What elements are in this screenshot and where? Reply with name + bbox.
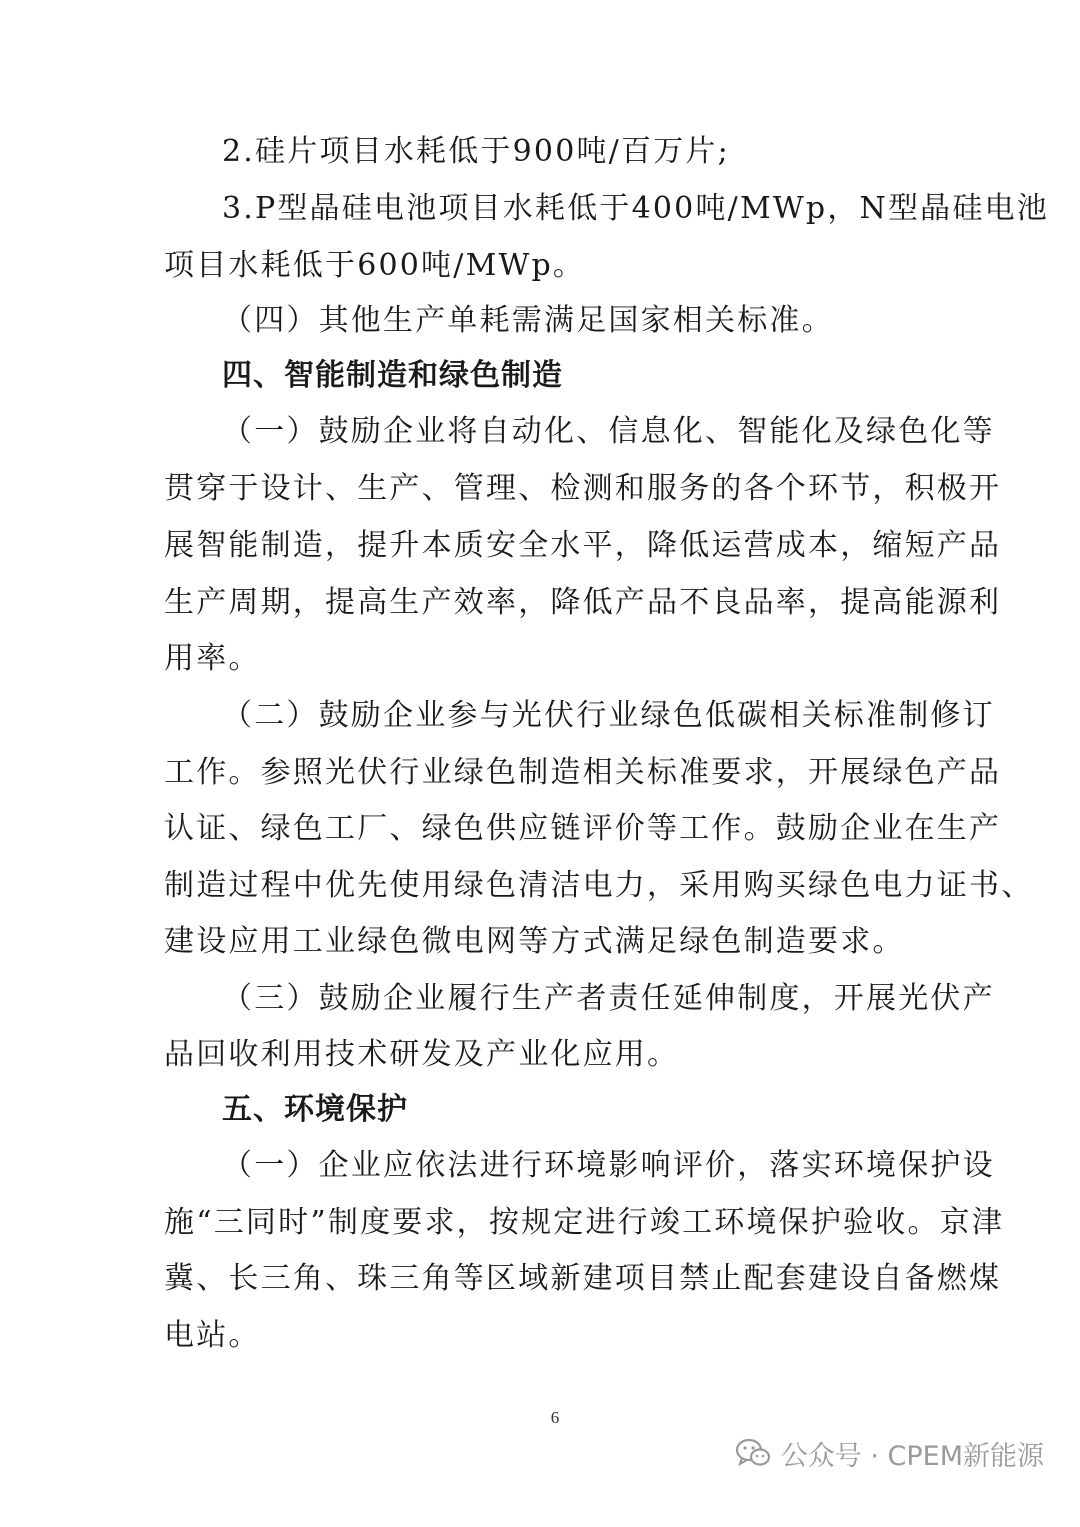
text-line: 3.P型晶硅电池项目水耗低于400吨/MWp，N型晶硅电池: [222, 191, 1049, 226]
text-line: （三）鼓励企业履行生产者责任延伸制度，开展光伏产: [222, 981, 995, 1016]
page-number: 6: [550, 1408, 560, 1427]
watermark-text: 公众号 · CPEM新能源: [780, 1440, 1044, 1472]
text-line: 制造过程中优先使用绿色清洁电力，采用购买绿色电力证书、: [164, 868, 1034, 903]
wechat-icon: [735, 1438, 771, 1468]
text-line: 2.硅片项目水耗低于900吨/百万片;: [222, 134, 730, 169]
text-line: 工作。参照光伏行业绿色制造相关标准要求，开展绿色产品: [164, 755, 1002, 790]
text-line: 品回收利用技术研发及产业化应用。: [164, 1037, 680, 1072]
text-line: （一）企业应依法进行环境影响评价，落实环境保护设: [222, 1148, 995, 1183]
section-heading: 四、智能制造和绿色制造: [222, 358, 563, 393]
text-line: 电站。: [164, 1318, 261, 1353]
text-line: 认证、绿色工厂、绿色供应链评价等工作。鼓励企业在生产: [164, 811, 1002, 846]
text-line: 项目水耗低于600吨/MWp。: [164, 248, 586, 283]
section-heading: 五、环境保护: [222, 1092, 408, 1127]
text-line: 建设应用工业绿色微电网等方式满足绿色制造要求。: [164, 924, 905, 959]
text-line: 贯穿于设计、生产、管理、检测和服务的各个环节，积极开: [164, 471, 1002, 506]
text-line: 生产周期，提高生产效率，降低产品不良品率，提高能源利: [164, 585, 1002, 620]
text-line: 冀、长三角、珠三角等区域新建项目禁止配套建设自备燃煤: [164, 1261, 1002, 1296]
watermark: [735, 1433, 1044, 1473]
text-line: 施“三同时”制度要求，按规定进行竣工环境保护验收。京津: [164, 1205, 1005, 1240]
text-line: （二）鼓励企业参与光伏行业绿色低碳相关标准制修订: [222, 698, 995, 733]
text-line: 展智能制造，提升本质安全水平，降低运营成本，缩短产品: [164, 528, 1002, 563]
text-line: （一）鼓励企业将自动化、信息化、智能化及绿色化等: [222, 414, 995, 449]
text-line: 用率。: [164, 641, 261, 676]
text-line: （四）其他生产单耗需满足国家相关标准。: [222, 303, 834, 338]
